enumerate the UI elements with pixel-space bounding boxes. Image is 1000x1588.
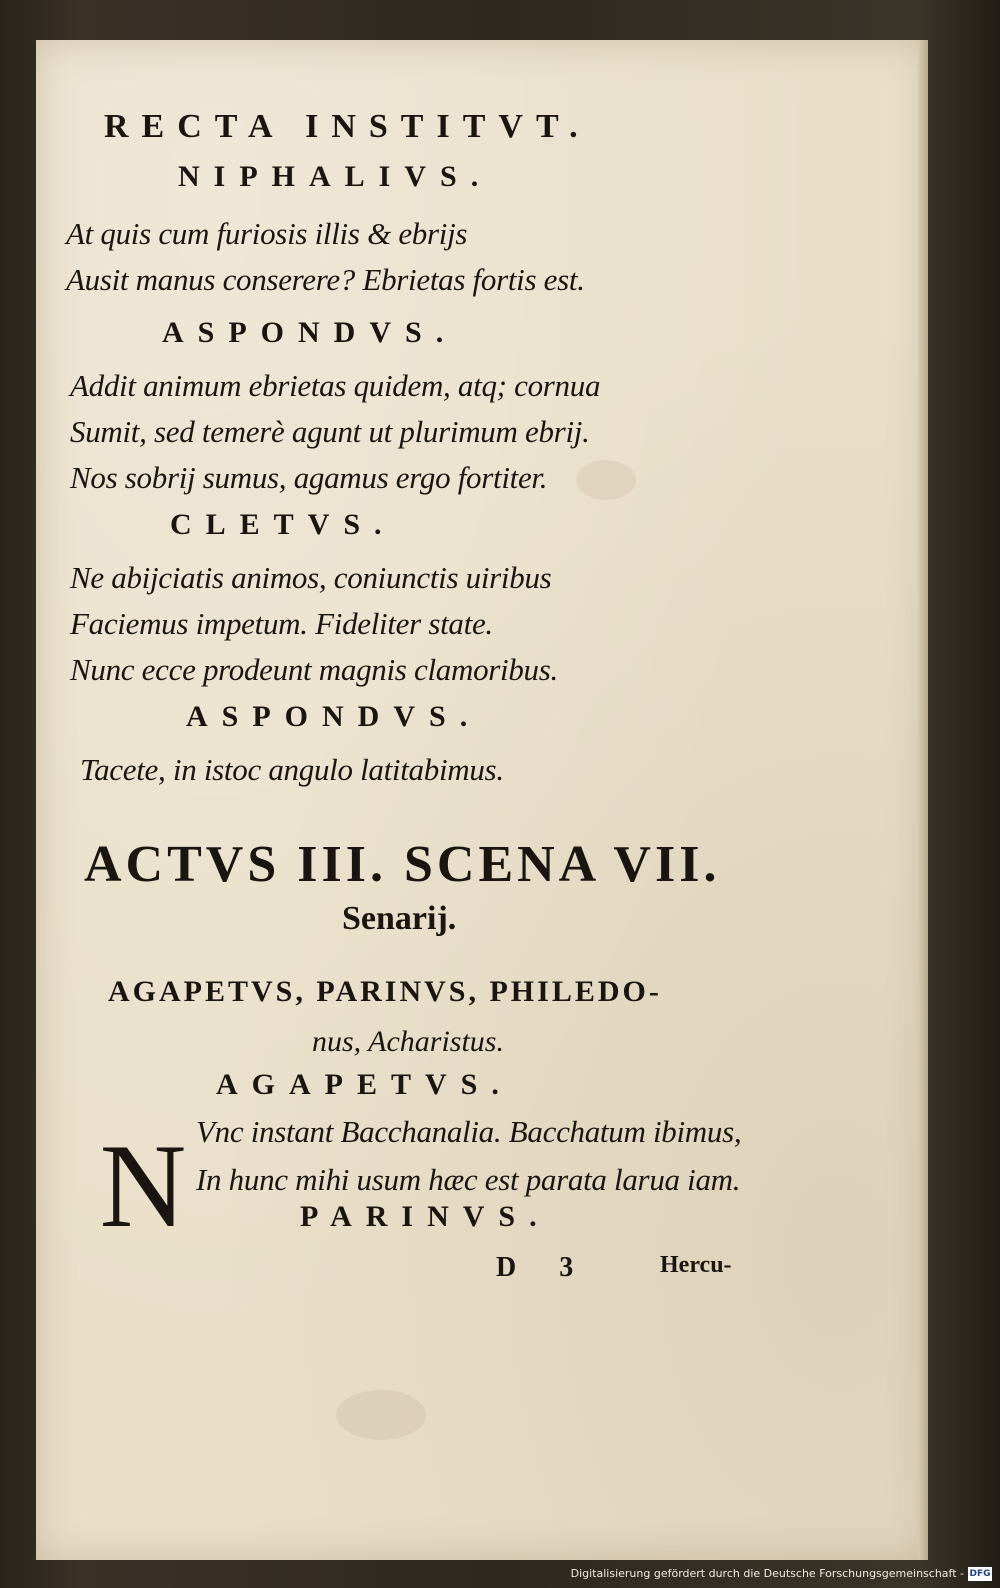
- verse-line: Faciemus impetum. Fideliter state.: [70, 606, 493, 641]
- verse-line: Tacete, in istoc angulo latitabimus.: [80, 752, 504, 787]
- speaker-aspondus: ASPONDVS.: [186, 700, 482, 733]
- running-head: RECTA INSTITVT.: [104, 108, 591, 145]
- verse-line: Nunc ecce prodeunt magnis clamoribus.: [70, 652, 558, 687]
- paper-stain: [576, 460, 636, 500]
- speaker-aspondus: ASPONDVS.: [162, 316, 458, 349]
- catchword: Hercu-: [660, 1252, 732, 1278]
- signature-mark: D 3: [496, 1252, 592, 1283]
- verse-line: Ne abijciatis animos, coniunctis uiribus: [70, 560, 552, 595]
- verse-line: In hunc mihi usum hæc est parata larua iam.: [196, 1162, 741, 1197]
- verse-line: Ausit manus conserere? Ebrietas fortis est.: [66, 262, 585, 297]
- dfg-logo: DFG: [969, 1569, 991, 1579]
- paper-stain: [336, 1390, 426, 1440]
- drop-cap: N: [99, 1119, 187, 1252]
- speaker-agapetus: AGAPETVS.: [216, 1068, 513, 1101]
- book-page: [36, 40, 928, 1560]
- speaker-parinus: PARINVS.: [300, 1200, 551, 1233]
- cast-list: AGAPETVS, PARINVS, PHILEDO-: [108, 975, 662, 1008]
- verse-line: Vnc instant Bacchanalia. Bacchatum ibimus,: [196, 1114, 742, 1149]
- cast-list-continuation: nus, Acharistus.: [312, 1025, 504, 1058]
- page-fore-edge: [918, 40, 928, 1560]
- verse-line: Sumit, sed temerè agunt ut plurimum ebrij.: [70, 414, 590, 449]
- speaker-niphalius: NIPHALIVS.: [178, 160, 493, 193]
- verse-line: Addit animum ebrietas quidem, atq; cornua: [70, 368, 601, 403]
- meter-subheading: Senarij.: [342, 900, 457, 937]
- verse-line: At quis cum furiosis illis & ebrijs: [66, 216, 468, 251]
- credit-text: Digitalisierung gefördert durch die Deutsche Forschungsgemeinschaft -: [570, 1567, 964, 1580]
- act-heading: ACTVS III. SCENA VII.: [84, 836, 721, 893]
- digitization-credit: [571, 1564, 992, 1584]
- verse-line: Nos sobrij sumus, agamus ergo fortiter.: [70, 460, 548, 495]
- speaker-cletus: CLETVS.: [170, 508, 396, 541]
